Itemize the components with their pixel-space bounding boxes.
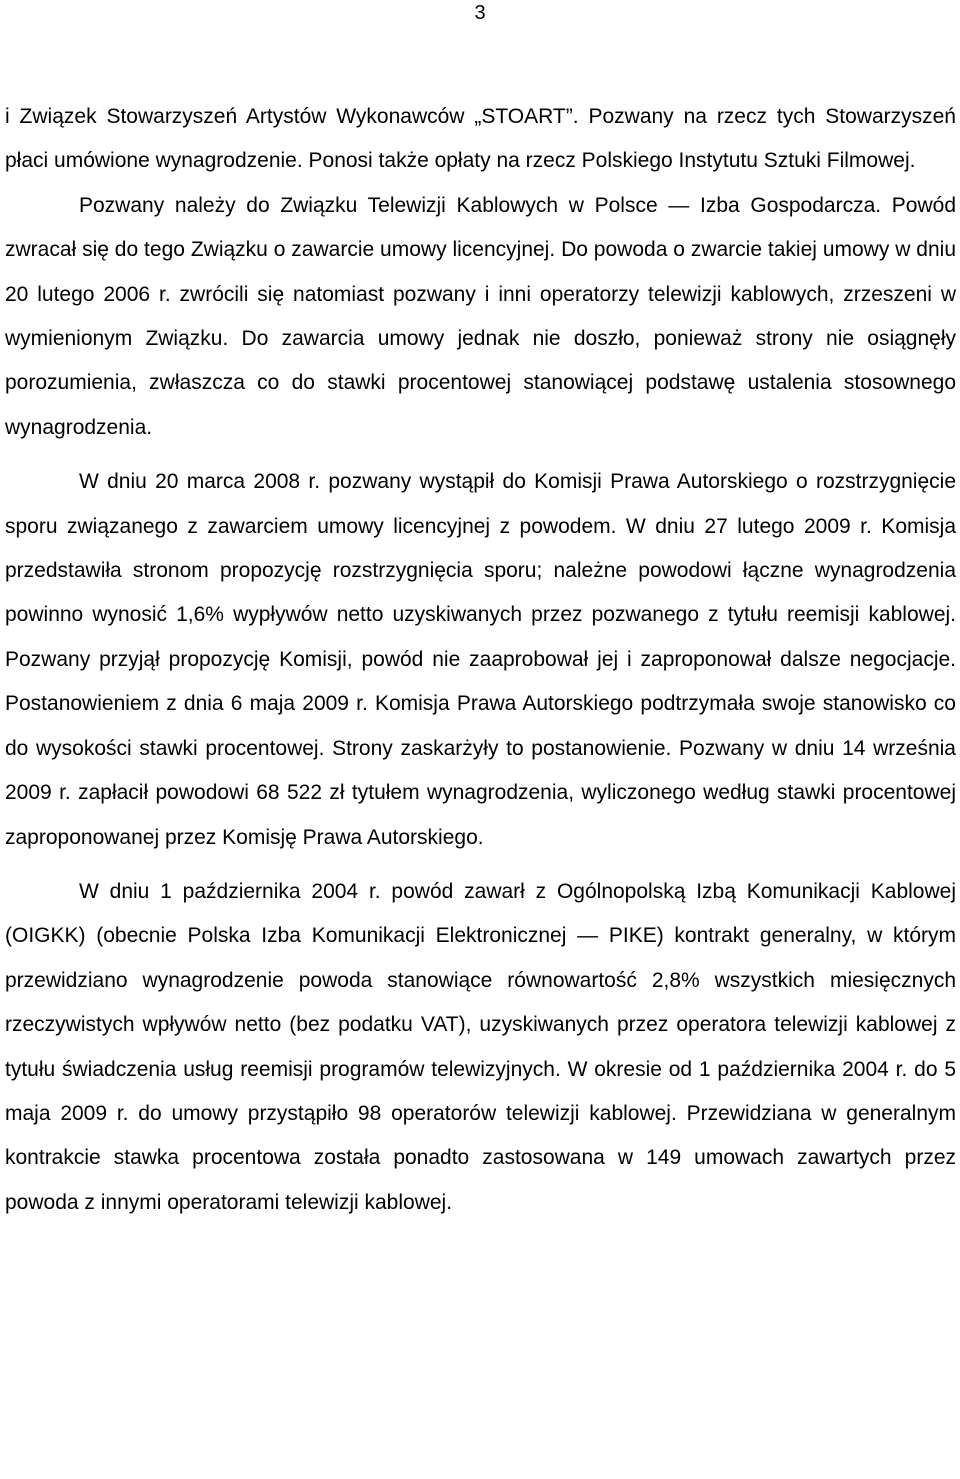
paragraph-4: W dniu 1 października 2004 r. powód zawarł z Ogólnopolską Izbą Komunikacji Kablowej (OIGKK) (obecnie Polska Izba Komunikacji Elektronicznej — PIKE) kontrakt generalny, w którym przewidziano wynagrodzenie powoda stanowiące równowartość 2,8% wszystkich miesięcznych rzeczywistych wpływów netto (bez podatku VAT), uzyskiwanych przez operatora telewizji kablowej z tytułu świadczenia usług reemisji programów telewizyjnych. W okresie od 1 października 2004 r. do 5 maja 2009 r. do umowy przystąpiło 98 operatorów telewizji kablowej. Przewidziana w generalnym kontrakcie stawka procentowa została ponadto zastosowana w 149 umowach zawartych przez powoda z innymi operatorami telewizji kablowej. xyxy=(5,879,956,1214)
document-body xyxy=(5,95,956,1225)
paragraph-1: i Związek Stowarzyszeń Artystów Wykonawców „STOART”. Pozwany na rzecz tych Stowarzyszeń płaci umówione wynagrodzenie. Ponosi także opłaty na rzecz Polskiego Instytutu Sztuki Filmowej. xyxy=(5,105,956,173)
paragraph-2: Pozwany należy do Związku Telewizji Kablowych w Polsce — Izba Gospodarcza. Powód zwracał się do tego Związku o zawarcie umowy licencyjnej. Do powoda o zwarcie takiej umowy w dniu 20 lutego 2006 r. zwrócili się natomiast pozwany i inni operatorzy telewizji kablowych, zrzeszeni w wymienionym Związku. Do zawarcia umowy jednak nie doszło, ponieważ strony nie osiągnęły porozumienia, zwłaszcza co do stawki procentowej stanowiącej podstawę ustalenia stosownego wynagrodzenia. xyxy=(5,193,956,439)
paragraph-3: W dniu 20 marca 2008 r. pozwany wystąpił do Komisji Prawa Autorskiego o rozstrzygnięcie sporu związanego z zawarciem umowy licencyjnej z powodem. W dniu 27 lutego 2009 r. Komisja przedstawiła stronom propozycję rozstrzygnięcia sporu; należne powodowi łączne wynagrodzenia powinno wynosić 1,6% wypływów netto uzyskiwanych przez pozwanego z tytułu reemisji kablowej. Pozwany przyjął propozycję Komisji, powód nie zaaprobował jej i zaproponował dalsze negocjacje. Postanowieniem z dnia 6 maja 2009 r. Komisja Prawa Autorskiego podtrzymała swoje stanowisko co do wysokości stawki procentowej. Strony zaskarżyły to postanowienie. Pozwany w dniu 14 września 2009 r. zapłacił powodowi 68 522 zł tytułem wynagrodzenia, wyliczonego według stawki procentowej zaproponowanej przez Komisję Prawa Autorskiego. xyxy=(5,470,956,849)
page-number: 3 xyxy=(474,2,486,24)
